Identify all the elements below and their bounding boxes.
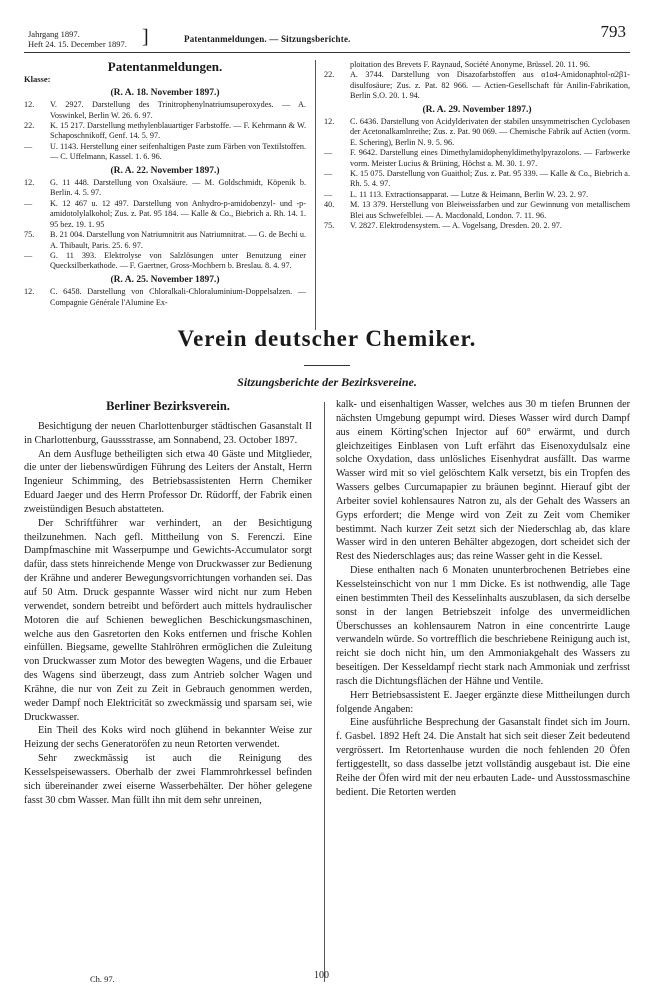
sheet-number: 100: [314, 970, 329, 981]
patent-entry: [324, 148, 630, 169]
patent-entry: [24, 199, 306, 230]
date-subheading: (R. A. 29. November 1897.): [422, 104, 532, 115]
article-heading: Berliner Bezirksverein.: [106, 399, 230, 413]
patent-entry: [324, 169, 630, 190]
patent-text: C. 6458. Darstellung von Chloralkali-Chloraluminium-Doppelsalzen. — Compagnie Générale l'Alumine Ex-: [50, 287, 306, 307]
article-column-right: [336, 398, 630, 799]
date-subheading: (R. A. 18. November 1897.): [110, 87, 220, 98]
patent-class: —: [24, 198, 33, 208]
article-paragraph: Diese enthalten nach 6 Monaten ununterbrochenen Betriebes eine Kesselsteinschicht von nur 1 mm Dicke. Es ist nothwendig, alle Tage einen bestimmten Theil des Kesselinhalts auszublasen, da sich derselbe sonst in der langen Betriebszeit infolge des unvermeidlichen Überschusses an kohlensaurem Natron in eine concentrirte Lauge verwandeln würde. So vortrefflich die beschriebene Reinigung auch ist, reicht sie doch nicht hin, um den Ammoniakgehalt des Wassers zu beseitigen. Der Kesseldampf riecht stark nach Ammoniak und zerfrisst rasch die Dichtungsflächen der Hähne und Ventile.: [336, 565, 630, 687]
patent-class: —: [324, 189, 333, 199]
patent-class: 22.: [24, 121, 35, 131]
running-header: [24, 24, 630, 60]
header-rule: [24, 52, 630, 53]
patent-title: Patentanmeldungen.: [107, 59, 223, 74]
patent-text: K. 12 467 u. 12 497. Darstellung von Anhydro-p-amidobenzyl- und -p-amidotolylalkohol; Zus. z. Pat. 95 184. — Kalle & Co., Biebrich a. Rh. 14. 1. 95 bez. 19. 1. 95: [50, 198, 306, 229]
header-section-title: Patentanmeldungen. — Sitzungsberichte.: [184, 34, 351, 44]
patent-class: 22.: [324, 70, 335, 80]
patent-column-left: [24, 60, 306, 308]
patent-class: 75.: [324, 221, 335, 231]
section-rule: [304, 365, 350, 366]
patent-entry: [324, 200, 630, 221]
patent-text: G. 11 393. Elektrolyse von Salzlösungen unter Benutzung einer Quecksilberkathode. — F. Gaertner, Gross-Mochbern b. Breslau. 8. 4. 97.: [50, 250, 306, 271]
patent-text: K. 15 075. Darstellung von Guaithol; Zus. z. Pat. 95 339. — Kalle & Co., Biebrich a. Rh. 5. 4. 97.: [350, 169, 630, 189]
patent-class: 12.: [24, 178, 35, 188]
patent-class: 12.: [24, 100, 35, 110]
patent-entry: [324, 117, 630, 148]
patent-text: M. 13 379. Herstellung von Bleiweissfarben und zur Gewinnung von metallischem Blei aus Schwefelblei. — A. Macdonald, London. 7. 11. 96.: [350, 200, 630, 220]
patent-entry: [24, 287, 306, 308]
patent-class: —: [324, 169, 333, 179]
patent-entry: [24, 121, 306, 142]
patent-text: U. 1143. Herstellung einer seifenhaltigen Paste zum Färben von Textilstoffen. — C. Uffelmann, Kassel. 1. 6. 96.: [50, 141, 306, 162]
signature-mark: Ch. 97.: [90, 974, 115, 984]
patent-text: L. 11 113. Extractionsapparat. — Lutze & Heimann, Berlin W. 23. 2. 97.: [350, 189, 589, 199]
patent-text: A. 3744. Darstellung von Disazofarbstoffen aus α1α4-Amidonaphtol-α2β1-disulfosäure; Zus. z. Pat. 82 966. — Actien-Gesellschaft für Anilin-Fabrikation, Berlin S.O. 20. 1. 94.: [350, 70, 630, 101]
patent-text: V. 2827. Elektrodensystem. — A. Vogelsang, Dresden. 20. 2. 97.: [350, 221, 562, 231]
header-bracket: ]: [142, 26, 149, 48]
patent-class: 12.: [24, 287, 35, 297]
article-paragraph: Herr Betriebsassistent E. Jaeger ergänzte diese Mittheilungen durch folgende Angaben:: [336, 689, 630, 715]
klasse-label: Klasse:: [24, 74, 51, 85]
patent-entry: [324, 70, 630, 101]
patent-text: C. 6436. Darstellung von Acidylderivaten der stabilen unsymmetrischen Cyclobasen der Acetonalkamlnreihe; Zus. z. Pat. 90 069. — Chemische Fabrik auf Actien (vorm. E. Schering), Berlin N. 9. 5. 96.: [350, 117, 630, 147]
patent-class: —: [24, 250, 33, 260]
patent-entry: [324, 221, 630, 231]
section-subtitle: Sitzungsberichte der Bezirksvereine.: [237, 375, 417, 389]
patent-entry: [324, 190, 630, 200]
journal-page: [24, 22, 630, 984]
column-divider: [324, 402, 325, 982]
patent-text: B. 21 004. Darstellung von Natriumnitrit aus Natriumnitrat. — G. de Bechi u. A. Thibault, Paris. 25. 6. 97.: [50, 230, 306, 250]
patent-class: —: [24, 141, 33, 151]
patent-entry: [24, 230, 306, 251]
article-paragraph: Eine ausführliche Besprechung der Gasanstalt findet sich im Journ. f. Gasbel. 1892 Heft 24. Die Anstalt hat sich seit dieser Zeit bedeutend vergrössert. Im Retortenhause wurden die noch fehlenden 20 Öfen fertiggestellt, so dass dasselbe jetzt vollständig ausgebaut ist. Die eine Reihe der Öfen wird mit der neu erbauten Lade- und Ausstossmaschine bedient. Die Retorten werden: [336, 717, 630, 798]
section-title: Verein deutscher Chemiker.: [177, 326, 477, 351]
patent-entry: [24, 142, 306, 163]
article-paragraph: An dem Ausfluge betheiligten sich etwa 40 Gäste und Mitglieder, die unter der liebenswürdigen Führung des Leiters der Anstalt, Herrn Ingenieur Schimming, des Betriebsassistenten Herrn Chemiker Eduard Jaeger und des Herrn Professor Dr. Rüdorff, der Fabrik einen zweistündigen Besuch abstatteten.: [24, 448, 312, 515]
patent-class: 75.: [24, 230, 35, 240]
patent-entry: [24, 178, 306, 199]
patent-class: 40.: [324, 200, 335, 210]
patent-text: V. 2927. Darstellung des Trinitrophenylnatriumsuperoxydes. — A. Voswinkel, Berlin W. 26. 6. 97.: [50, 100, 306, 120]
patent-entry-continued: ploitation des Brevets F. Raynaud, Société Anonyme, Brüssel. 20. 11. 96.: [350, 60, 590, 69]
patent-entry: [24, 251, 306, 272]
patent-section: [24, 60, 630, 350]
date-subheading: (R. A. 22. November 1897.): [110, 165, 220, 176]
issue-line: Heft 24. 15. December 1897.: [28, 39, 127, 49]
patent-text: G. 11 448. Darstellung von Oxalsäure. — M. Goldschmidt, Köpenik b. Berlin. 4. 5. 97.: [50, 178, 306, 198]
patent-class: 12.: [324, 117, 335, 127]
article-paragraph: Sehr zweckmässig ist auch die Reinigung des Kesselspeisewassers. Oberhalb der zwei Flammrohrkessel befinden sich übereinander zwei eiserne Wasserbehälter. Der höher gelegene fasst 30 cbm Wasser. Man füllt ihn mit dem sehr unreinen,: [24, 753, 312, 806]
patent-entry: [24, 100, 306, 121]
patent-text: K. 15 217. Darstellung methylenblauartiger Farbstoffe. — F. Kehrmann & W. Schaposchnikoff, Genf. 14. 5. 97.: [50, 121, 306, 141]
article-paragraph: Ein Theil des Koks wird noch glühend in bekannter Weise zur Heizung der sechs Generatoröfen zu neun Retorten verwendet.: [24, 725, 312, 751]
article-paragraph: kalk- und eisenhaltigen Wasser, welches aus 30 m tiefen Brunnen der nächsten Umgebung gepumpt wird. Dieses Wasser wird durch Dampf aus einem Körting'schen Injector auf 60° erwärmt, und durch gleichzeitiges Einblasen von Luft erfährt das Eisenoxydulsalz eine solche Oxydation, dass unlösliches Eisenhydrat ausfällt. Das warme Wasser wird mit so viel gelöschtem Kalk versetzt, bis ein Tropfen des Wassers gelbes Curcumapapier zu bräunen beginnt. Hierauf gibt der Arbeiter soviel kohlensaures Natron zu, als der Gehalt des Wassers an Gyps erfordert; die Menge wird von Zeit zu Zeit vom Chemiker bestimmt. Nach kurzer Zeit setzt sich der Niederschlag ab, das klare Wasser wird in den unteren Behälter abgezogen, dort scheidet sich der Rest des Niederschlages aus; das reine Wasser geht in die Kessel.: [336, 399, 630, 563]
article-paragraph: Besichtigung der neuen Charlottenburger städtischen Gasanstalt II in Charlottenburg, Gaussstrasse, am Sonnabend, 23. October 1897.: [24, 420, 312, 446]
patent-text: F. 9642. Darstellung eines Dimethylamidophenyldimethylpyrazolons. — Farbwerke vorm. Meister Lucius & Brüning, Höchst a. M. 30. 1. 97.: [350, 148, 630, 168]
patent-class: —: [324, 148, 333, 158]
page-number: 793: [600, 22, 626, 41]
issue-info: [28, 26, 149, 49]
volume-line: Jahrgang 1897.: [28, 29, 80, 39]
patent-column-right: [324, 60, 630, 232]
article-paragraph: Der Schriftführer war verhindert, an der Besichtigung theilzunehmen. Nach gefl. Mittheilung von S. Ferenczi. Eine Dampfmaschine mit Wasserpumpe und Gewichts-Accumulator sorgt dafür, dass stets hinreichende Menge von Druckwasser zur Bedienung der Krähne und anderer Bewegungsvorrichtungen vorhanden sei. Das auf 50 Atm. Druck gespannte Wasser wird nicht nur zum Heben verwendet, sondern betreibt und befördert auch mittels hydraulischer Motoren die auf Schienen beweglichen Beschickungsmaschinen, welche aus den Gasretorten den Koks entfernen und frische Kohlen einfüllen. Biegsame, gewellte Stahlröhren ermöglichen die Zuleitung von Druckwasser zum Motor des bewegten Wagens, und die Erbauer des Wagens sind überzeugt, dass zum Antrieb solcher Wagen und Krähne, die nur von Zeit zu Zeit in Gebrauch genommen werden, weder Dampf noch Elektricität so zweckmässig und sparsam sei, wie Druckwasser.: [24, 517, 312, 723]
article-column-left: [24, 398, 312, 807]
column-divider: [315, 60, 316, 330]
date-subheading: (R. A. 25. November 1897.): [110, 274, 220, 285]
